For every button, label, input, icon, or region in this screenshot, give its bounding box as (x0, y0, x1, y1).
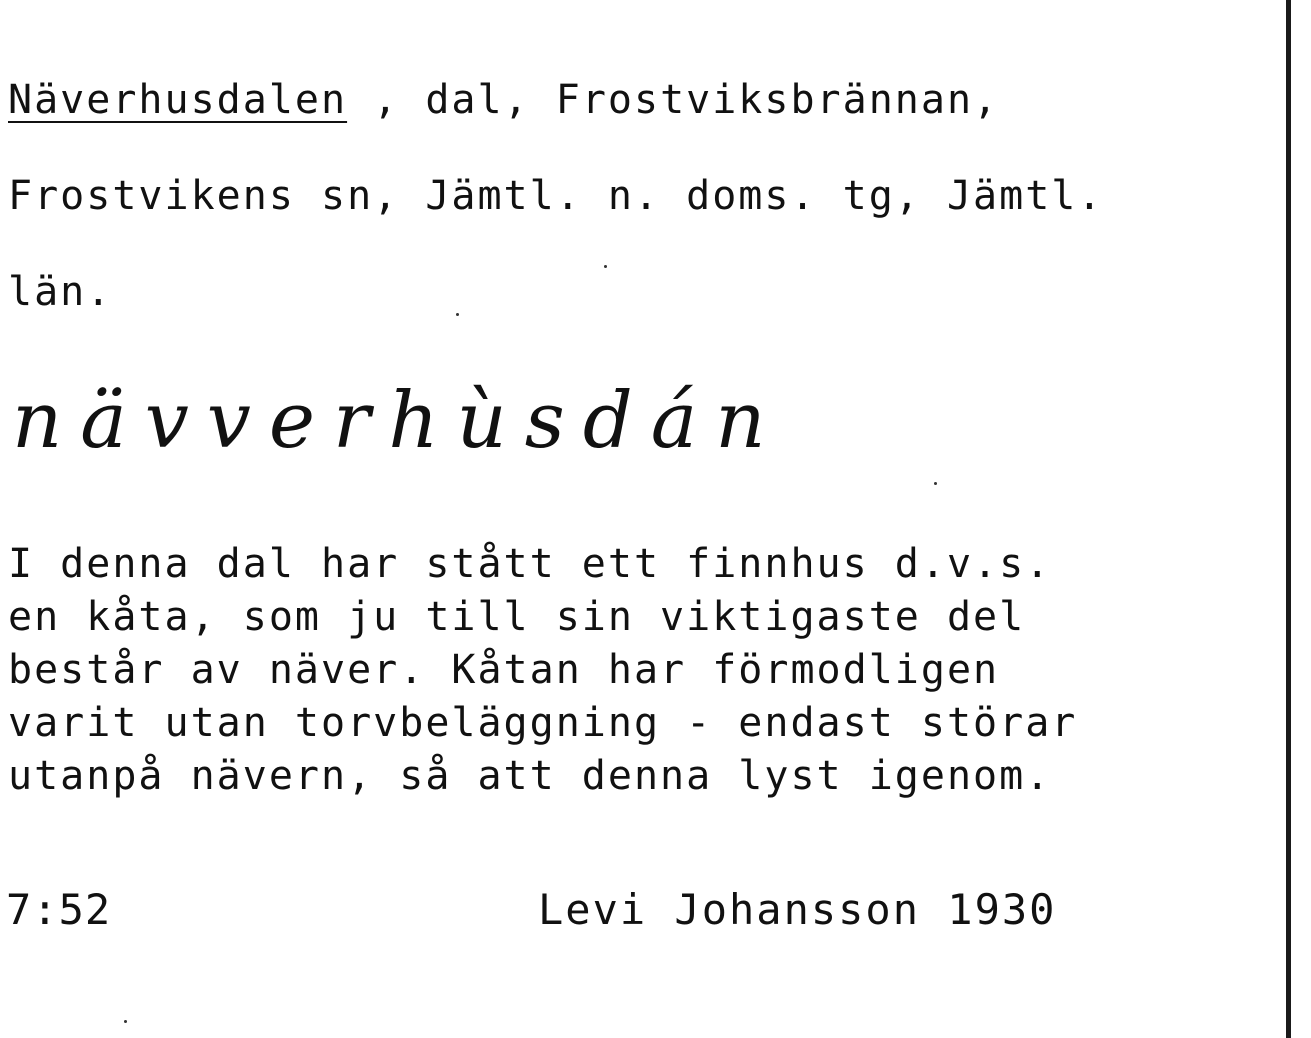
phonetic-transcription (0, 355, 1000, 485)
paper-speck (124, 1020, 127, 1023)
phonetic-text: nävverhùsdán (12, 376, 784, 466)
header-line-3: län. (8, 269, 113, 315)
body-line: I denna dal har stått ett finnhus d.v.s. (8, 541, 1052, 587)
body-line: varit utan torvbeläggning - endast störar (8, 700, 1078, 746)
headword: Näverhusdalen (8, 77, 348, 123)
body-line: består av näver. Kåtan har förmodligen (8, 647, 1000, 693)
reference-number: 7:52 (6, 885, 112, 934)
body-line: en kåta, som ju till sin viktigaste del (8, 594, 1026, 640)
phonetic-svg (0, 355, 1000, 485)
header-line-1-rest: , dal, Frostviksbrännan, (347, 77, 1000, 123)
author-signature: Levi Johansson 1930 (538, 885, 1057, 934)
body-text (8, 538, 1278, 803)
body-line: utanpå nävern, så att denna lyst igenom. (8, 753, 1052, 799)
paper-speck (456, 313, 459, 316)
card-edge-line (1286, 0, 1291, 1038)
header-line-2: Frostvikens sn, Jämtl. n. doms. tg, Jämtl. (8, 173, 1104, 219)
paper-speck (604, 265, 607, 268)
paper-speck (934, 482, 937, 485)
header-line-1 (8, 77, 1000, 123)
